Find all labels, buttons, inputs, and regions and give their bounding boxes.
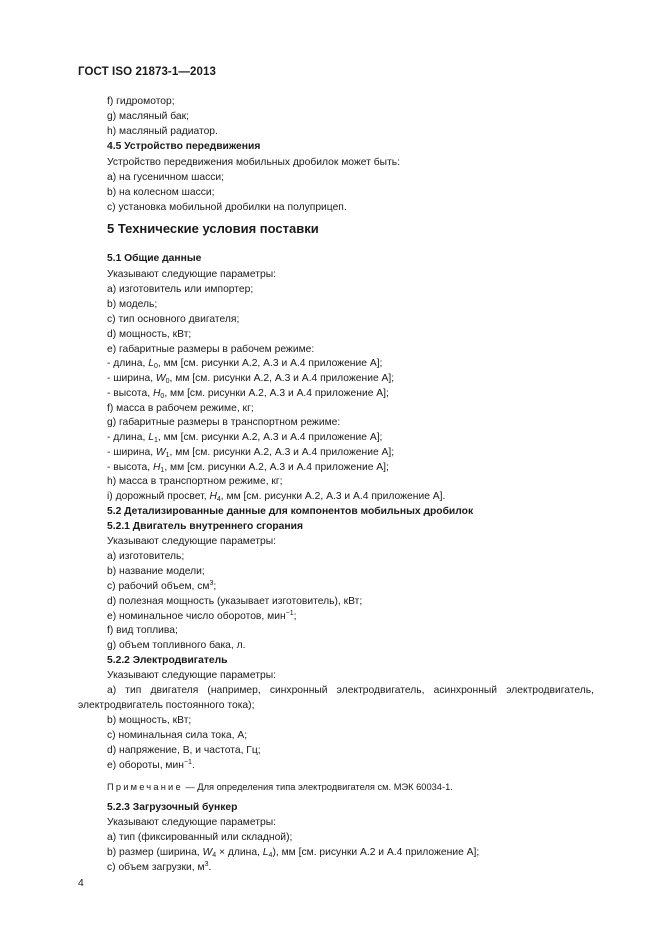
list-item: d) мощность, кВт; — [107, 329, 192, 340]
list-item: - ширина, $W_1$, мм [см. рисунки А.2, А.3 и А.4 приложение А]; — [107, 447, 395, 459]
list-item: g) объем топливного бака, л. — [107, 640, 246, 651]
page-number: 4 — [78, 878, 84, 889]
note: Примечание — Для определения типа электродвигателя см. МЭК 60034-1. — [107, 782, 453, 792]
list-item: a) на гусеничном шасси; — [107, 172, 225, 183]
section-heading-5-2-3: 5.2.3 Загрузочный бункер — [107, 802, 238, 813]
section-heading-5-1: 5.1 Общие данные — [107, 253, 202, 264]
note-label: Примечание — [107, 782, 183, 792]
paragraph: Устройство передвижения мобильных дробилок может быть: — [107, 157, 401, 168]
list-item: b) на колесном шасси; — [107, 187, 215, 198]
list-item-continuation: электродвигатель постоянного тока); — [78, 700, 255, 711]
list-item: g) масляный бак; — [107, 111, 190, 122]
list-item: f) вид топлива; — [107, 625, 178, 636]
list-item: b) модель; — [107, 299, 158, 310]
list-item: a) тип двигателя (например, синхронный электродвигатель, асинхронный электродвигатель, — [107, 685, 594, 696]
list-item: a) изготовитель; — [107, 551, 185, 562]
list-item: h) масляный радиатор. — [107, 126, 218, 137]
list-item: e) обороты, мин$^{-1}$. — [107, 759, 195, 771]
list-item: b) размер (ширина, $W_4$ × длина, $L_4$), мм [см. рисунки А.2 и А.4 приложение А]; — [107, 847, 480, 859]
section-heading-4-5: 4.5 Устройство передвижения — [107, 141, 261, 152]
list-item: - длина, $L_1$, мм [см. рисунки А.2, А.3 и А.4 приложение А]; — [107, 432, 383, 444]
section-heading-5-2-1: 5.2.1 Двигатель внутреннего сгорания — [107, 521, 303, 532]
list-item: a) изготовитель или импортер; — [107, 284, 254, 295]
paragraph: Указывают следующие параметры: — [107, 817, 276, 828]
list-item: g) габаритные размеры в транспортном режиме: — [107, 417, 341, 428]
list-item: i) дорожный просвет, $H_4$, мм [см. рисунки А.2, А.3 и А.4 приложение А]. — [107, 491, 446, 503]
list-item: c) тип основного двигателя; — [107, 314, 240, 325]
list-item: h) масса в транспортном режиме, кг; — [107, 476, 283, 487]
paragraph: Указывают следующие параметры: — [107, 536, 276, 547]
list-item: c) номинальная сила тока, А; — [107, 730, 248, 741]
list-item: f) масса в рабочем режиме, кг; — [107, 403, 254, 414]
list-item: - ширина, $W_0$, мм [см. рисунки А.2, А.3 и А.4 приложение А]; — [107, 373, 395, 385]
list-item: a) тип (фиксированный или складной); — [107, 832, 293, 843]
list-item: b) мощность, кВт; — [107, 715, 192, 726]
section-heading-5-2: 5.2 Детализированные данные для компонентов мобильных дробилок — [107, 506, 474, 517]
list-item: d) напряжение, В, и частота, Гц; — [107, 745, 261, 756]
list-item: c) установка мобильной дробилки на полуприцеп. — [107, 202, 347, 213]
section-heading-5: 5 Технические условия поставки — [107, 221, 319, 236]
list-item: b) название модели; — [107, 566, 205, 577]
list-item: - длина, $L_0$, мм [см. рисунки А.2, А.3 и А.4 приложение А]; — [107, 358, 383, 370]
list-item: e) габаритные размеры в рабочем режиме: — [107, 344, 315, 355]
list-item: f) гидромотор; — [107, 96, 175, 107]
list-item: e) номинальное число оборотов, мин$^{-1}$; — [107, 610, 297, 622]
list-item: d) полезная мощность (указывает изготовитель), кВт; — [107, 596, 363, 607]
section-heading-5-2-2: 5.2.2 Электродвигатель — [107, 655, 228, 666]
paragraph: Указывают следующие параметры: — [107, 269, 276, 280]
list-item: - высота, $H_1$, мм [см. рисунки А.2, А.3 и А.4 приложение А]; — [107, 462, 389, 474]
list-item: c) объем загрузки, $м^3$. — [107, 861, 212, 873]
list-item: - высота, $H_0$, мм [см. рисунки А.2, А.3 и А.4 приложение А]; — [107, 388, 389, 400]
list-item: c) рабочий объем, $см^3$; — [107, 580, 217, 592]
page-header: ГОСТ ISO 21873-1—2013 — [78, 66, 216, 78]
paragraph: Указывают следующие параметры: — [107, 670, 276, 681]
